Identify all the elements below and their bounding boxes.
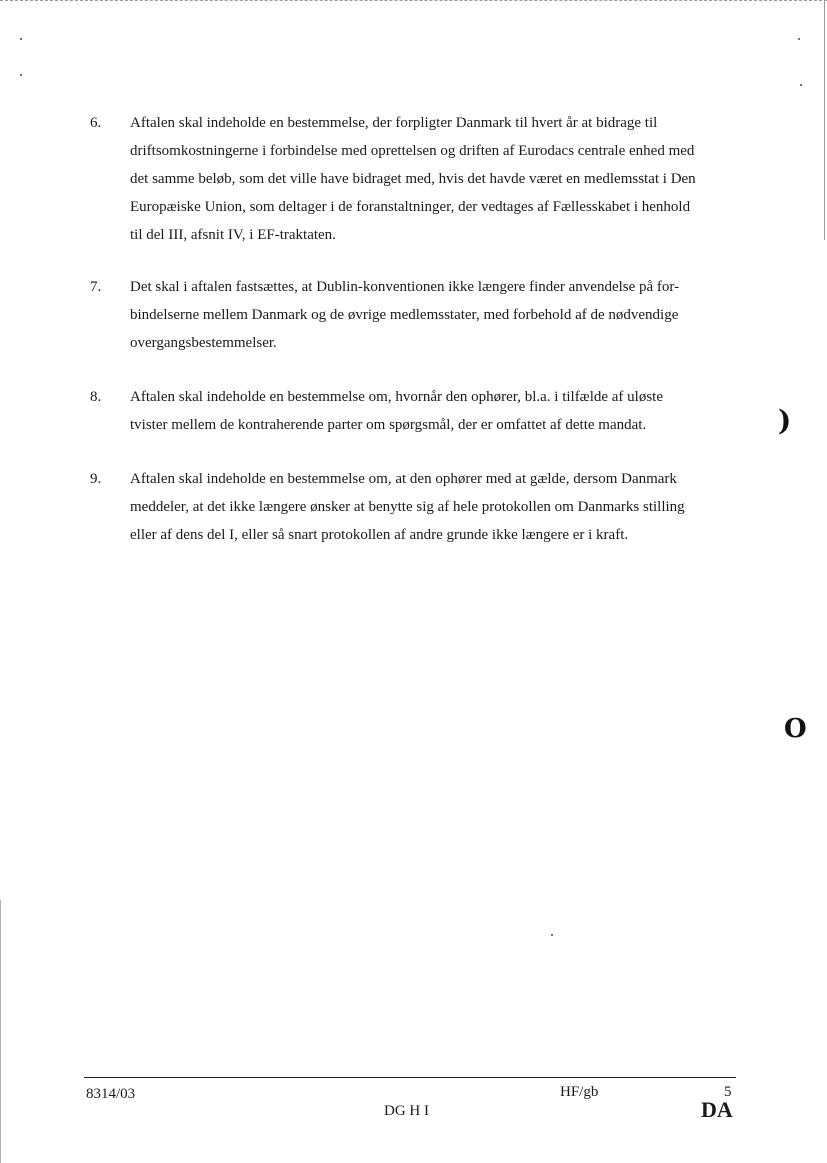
article-number: 6. — [90, 115, 102, 131]
scan-right-edge — [824, 0, 825, 240]
article-line: Aftalen skal indeholde en bestemmelse om, at den ophører med at gælde, dersom Danmark — [130, 471, 677, 487]
footer-initials: HF/gb — [560, 1084, 599, 1100]
article-number: 7. — [90, 279, 102, 295]
footer-doc-number: 8314/03 — [86, 1086, 136, 1102]
article-line: eller af dens del I, eller så snart protokollen af andre grunde ikke længere er i kraft. — [130, 527, 629, 543]
punch-hole-mark: ) — [778, 404, 792, 437]
article-line: bindelserne mellem Danmark og de øvrige medlemsstater, med forbehold af de nødvendige — [130, 307, 679, 323]
scan-top-edge — [0, 0, 827, 1]
article-line: meddeler, at det ikke længere ønsker at benytte sig af hele protokollen om Danmarks stilling — [130, 499, 685, 515]
article-line: overgangsbestemmelser. — [130, 335, 277, 351]
article-number: 9. — [90, 471, 102, 487]
scan-left-edge — [0, 900, 1, 1163]
scan-speck — [551, 934, 553, 936]
article-line: Aftalen skal indeholde en bestemmelse om, hvornår den ophører, bl.a. i tilfælde af uløste — [130, 389, 663, 405]
article-text — [130, 465, 740, 549]
footer-page-number: 5 — [724, 1084, 732, 1100]
scan-speck — [798, 38, 800, 40]
article-text — [130, 273, 740, 357]
article-text — [130, 109, 740, 249]
article-line: til del III, afsnit IV, i EF-traktaten. — [130, 227, 336, 243]
scan-speck — [20, 74, 22, 76]
article-line: Det skal i aftalen fastsættes, at Dublin-konventionen ikke længere finder anvendelse på for- — [130, 279, 680, 295]
article-text — [130, 383, 740, 439]
punch-hole-mark: O — [784, 714, 807, 744]
scan-speck — [800, 84, 802, 86]
footer-language-code: DA — [701, 1097, 733, 1122]
footer-directorate: DG H I — [384, 1103, 429, 1119]
article-number: 8. — [90, 389, 102, 405]
article-line: Aftalen skal indeholde en bestemmelse, der forpligter Danmark til hvert år at bidrage til — [130, 115, 658, 131]
scan-speck — [20, 38, 22, 40]
article-line: driftsomkostningerne i forbindelse med oprettelsen og driften af Eurodacs centrale enhed med — [130, 143, 695, 159]
article-line: tvister mellem de kontraherende parter om spørgsmål, der er omfattet af dette mandat. — [130, 417, 647, 433]
footer-rule — [84, 1077, 736, 1078]
article-line: Europæiske Union, som deltager i de foranstaltninger, der vedtages af Fællesskabet i henhold — [130, 199, 691, 215]
article-line: det samme beløb, som det ville have bidraget med, hvis det havde været en medlemsstat i Den — [130, 171, 696, 187]
